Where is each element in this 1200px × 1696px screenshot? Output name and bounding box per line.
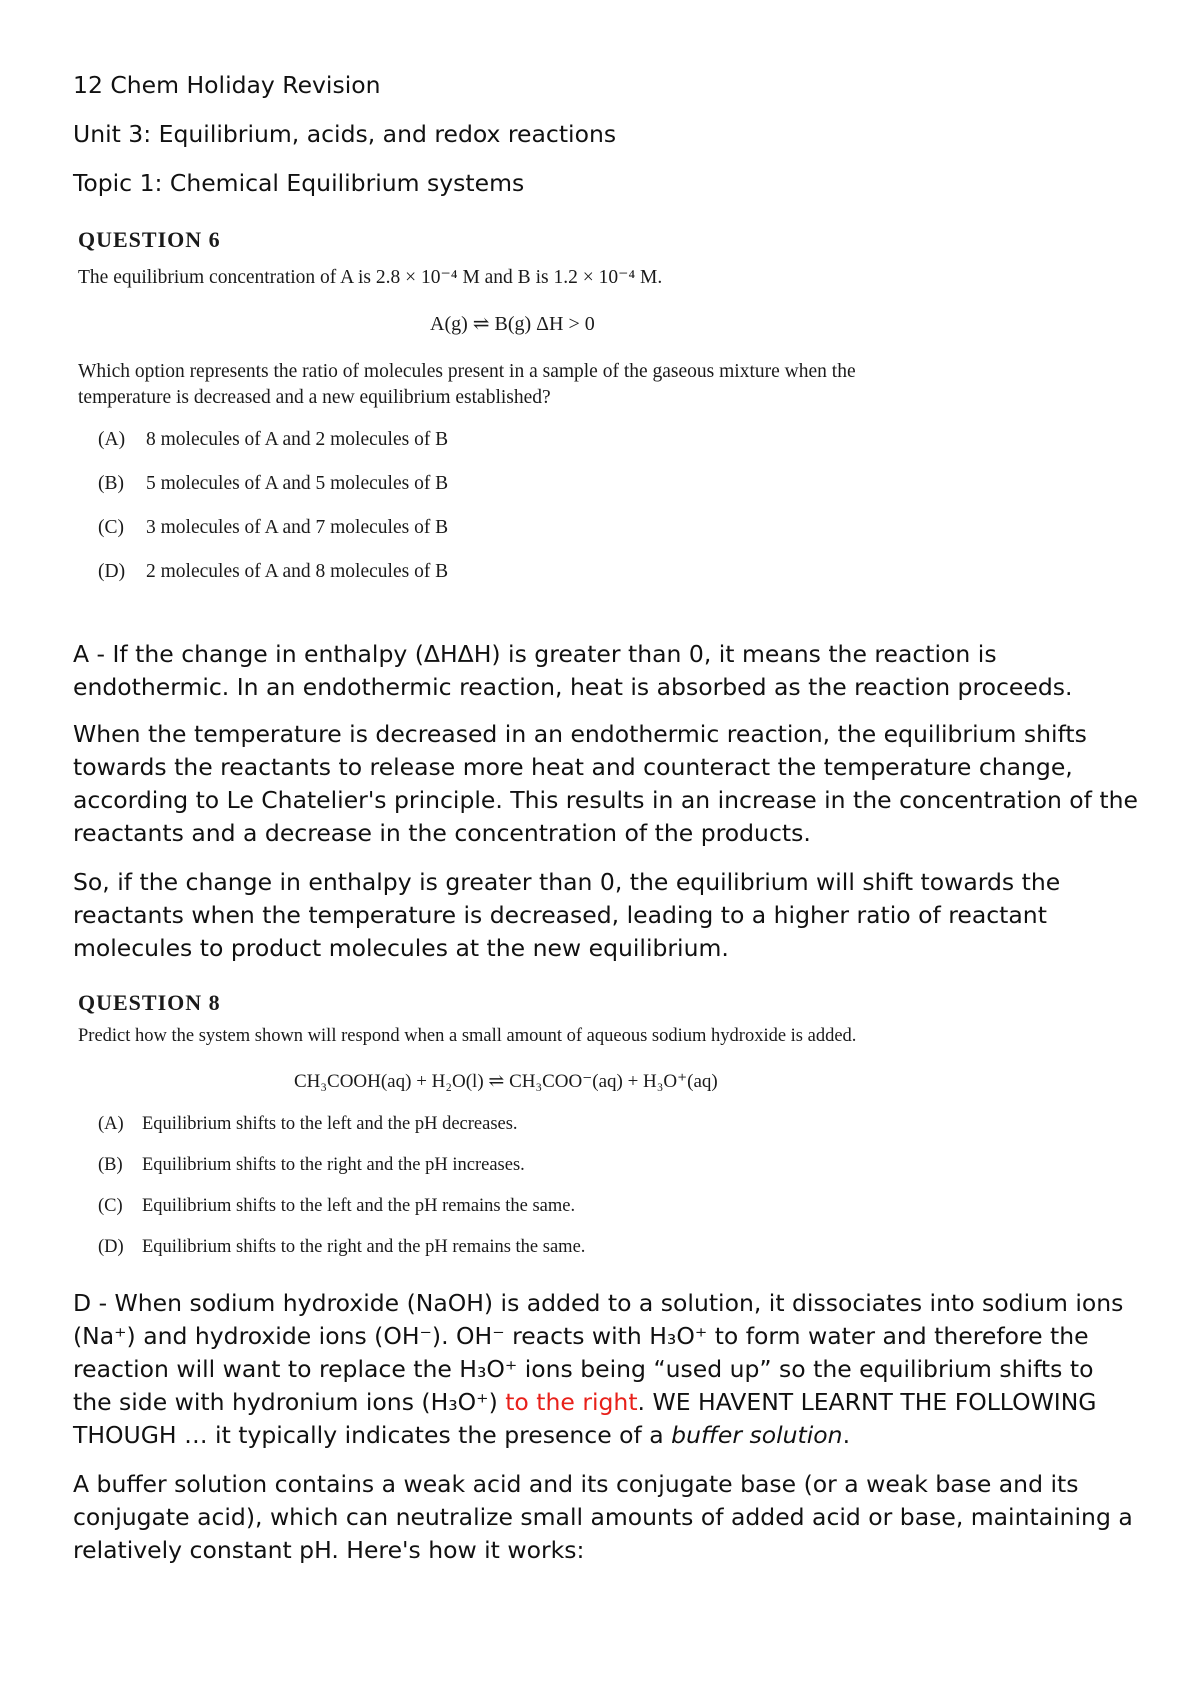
question-6-option-c <box>98 517 448 539</box>
question-6-text-line1: Which option represents the ratio of molecules present in a sample of the gaseous mixture when the <box>78 361 856 382</box>
question-6-title: QUESTION 6 <box>78 227 221 252</box>
answer-6-paragraph-1: A - If the change in enthalpy (ΔHΔH) is greater than 0, it means the reaction is endothermic. In an endothermic reaction, heat is absorbed as the reaction proceeds. <box>73 640 1073 701</box>
option-text: Equilibrium shifts to the left and the pH remains the same. <box>142 1196 576 1216</box>
option-letter: (A) <box>98 429 126 450</box>
question-8-option-b <box>98 1155 525 1176</box>
question-6-block <box>78 225 978 585</box>
question-8-option-d <box>98 1237 585 1258</box>
answer-6-paragraph-2: When the temperature is decreased in an endothermic reaction, the equilibrium shifts towards the reactants to release more heat and counteract the temperature change, according to Le Chatelier's principle. This results in an increase in the concentration of the reactants and a decrease in the concentration of the products. <box>73 720 1138 847</box>
option-text: 5 molecules of A and 5 molecules of B <box>146 473 449 494</box>
question-8-prompt: Predict how the system shown will respond when a small amount of aqueous sodium hydroxide is added. <box>78 1026 857 1046</box>
option-letter: (D) <box>98 1237 124 1257</box>
option-text: Equilibrium shifts to the right and the pH remains the same. <box>142 1237 586 1257</box>
question-8-equation: CH₃COOH(aq) + H₂O(l) ⇌ CH₃COO⁻(aq) + H₃O⁺(aq) <box>294 1071 718 1092</box>
document-title: 12 Chem Holiday Revision <box>73 71 381 99</box>
question-8-title: QUESTION 8 <box>78 990 221 1015</box>
option-letter: (B) <box>98 1155 123 1175</box>
answer-8-paragraph-1 <box>73 1287 1138 1452</box>
answer-8-text-start: D - When sodium hydroxide (NaOH) is added to a solution, it dissociates into sodium ions (Na⁺) and hydroxide ions (OH⁻). OH⁻ reacts with H₃O⁺ to form water and therefore the reaction will want to replace the H₃O⁺ ions being “used up” so the equilibrium shifts to the side with hydronium ions (H₃O⁺) <box>73 1289 1124 1416</box>
option-text: Equilibrium shifts to the right and the pH increases. <box>142 1155 525 1175</box>
option-letter: (A) <box>98 1114 124 1134</box>
option-text: Equilibrium shifts to the left and the pH decreases. <box>142 1114 518 1134</box>
question-6-option-b <box>98 473 448 495</box>
question-6-prompt: The equilibrium concentration of A is 2.8 × 10⁻⁴ M and B is 1.2 × 10⁻⁴ M. <box>78 267 663 288</box>
question-8-option-a <box>98 1114 518 1135</box>
question-6-option-d <box>98 561 448 583</box>
option-letter: (D) <box>98 561 126 582</box>
answer-8-paragraph-2: A buffer solution contains a weak acid and its conjugate base (or a weak base and its conjugate acid), which can neutralize small amounts of added acid or base, maintaining a relatively constant pH. Here's how it works: <box>73 1470 1133 1564</box>
question-6-text-line2: temperature is decreased and a new equilibrium established? <box>78 387 551 408</box>
option-text: 3 molecules of A and 7 molecules of B <box>146 517 449 538</box>
option-text: 8 molecules of A and 2 molecules of B <box>146 429 449 450</box>
unit-heading: Unit 3: Equilibrium, acids, and redox reactions <box>73 120 617 148</box>
answer-6-paragraph-3: So, if the change in enthalpy is greater than 0, the equilibrium will shift towards the reactants when the temperature is decreased, leading to a higher ratio of reactant molecules to product molecules at the new equilibrium. <box>73 868 1061 962</box>
option-letter: (B) <box>98 473 124 494</box>
emphasized-term: buffer solution <box>671 1421 843 1449</box>
option-text: 2 molecules of A and 8 molecules of B <box>146 561 449 582</box>
question-6-equation: A(g) ⇌ B(g) ΔH > 0 <box>430 313 595 335</box>
question-6-option-a <box>98 429 448 451</box>
answer-8-text-end: . <box>842 1421 851 1449</box>
option-letter: (C) <box>98 517 124 538</box>
answer-8-text-middle: . WE HAVENT LEARNT THE FOLLOWING THOUGH … it typically indicates the presence of a <box>73 1388 1097 1449</box>
option-letter: (C) <box>98 1196 123 1216</box>
question-8-option-c <box>98 1196 575 1217</box>
topic-heading: Topic 1: Chemical Equilibrium systems <box>73 169 525 197</box>
highlighted-phrase: to the right <box>505 1388 638 1416</box>
question-8-block <box>78 990 1078 1270</box>
